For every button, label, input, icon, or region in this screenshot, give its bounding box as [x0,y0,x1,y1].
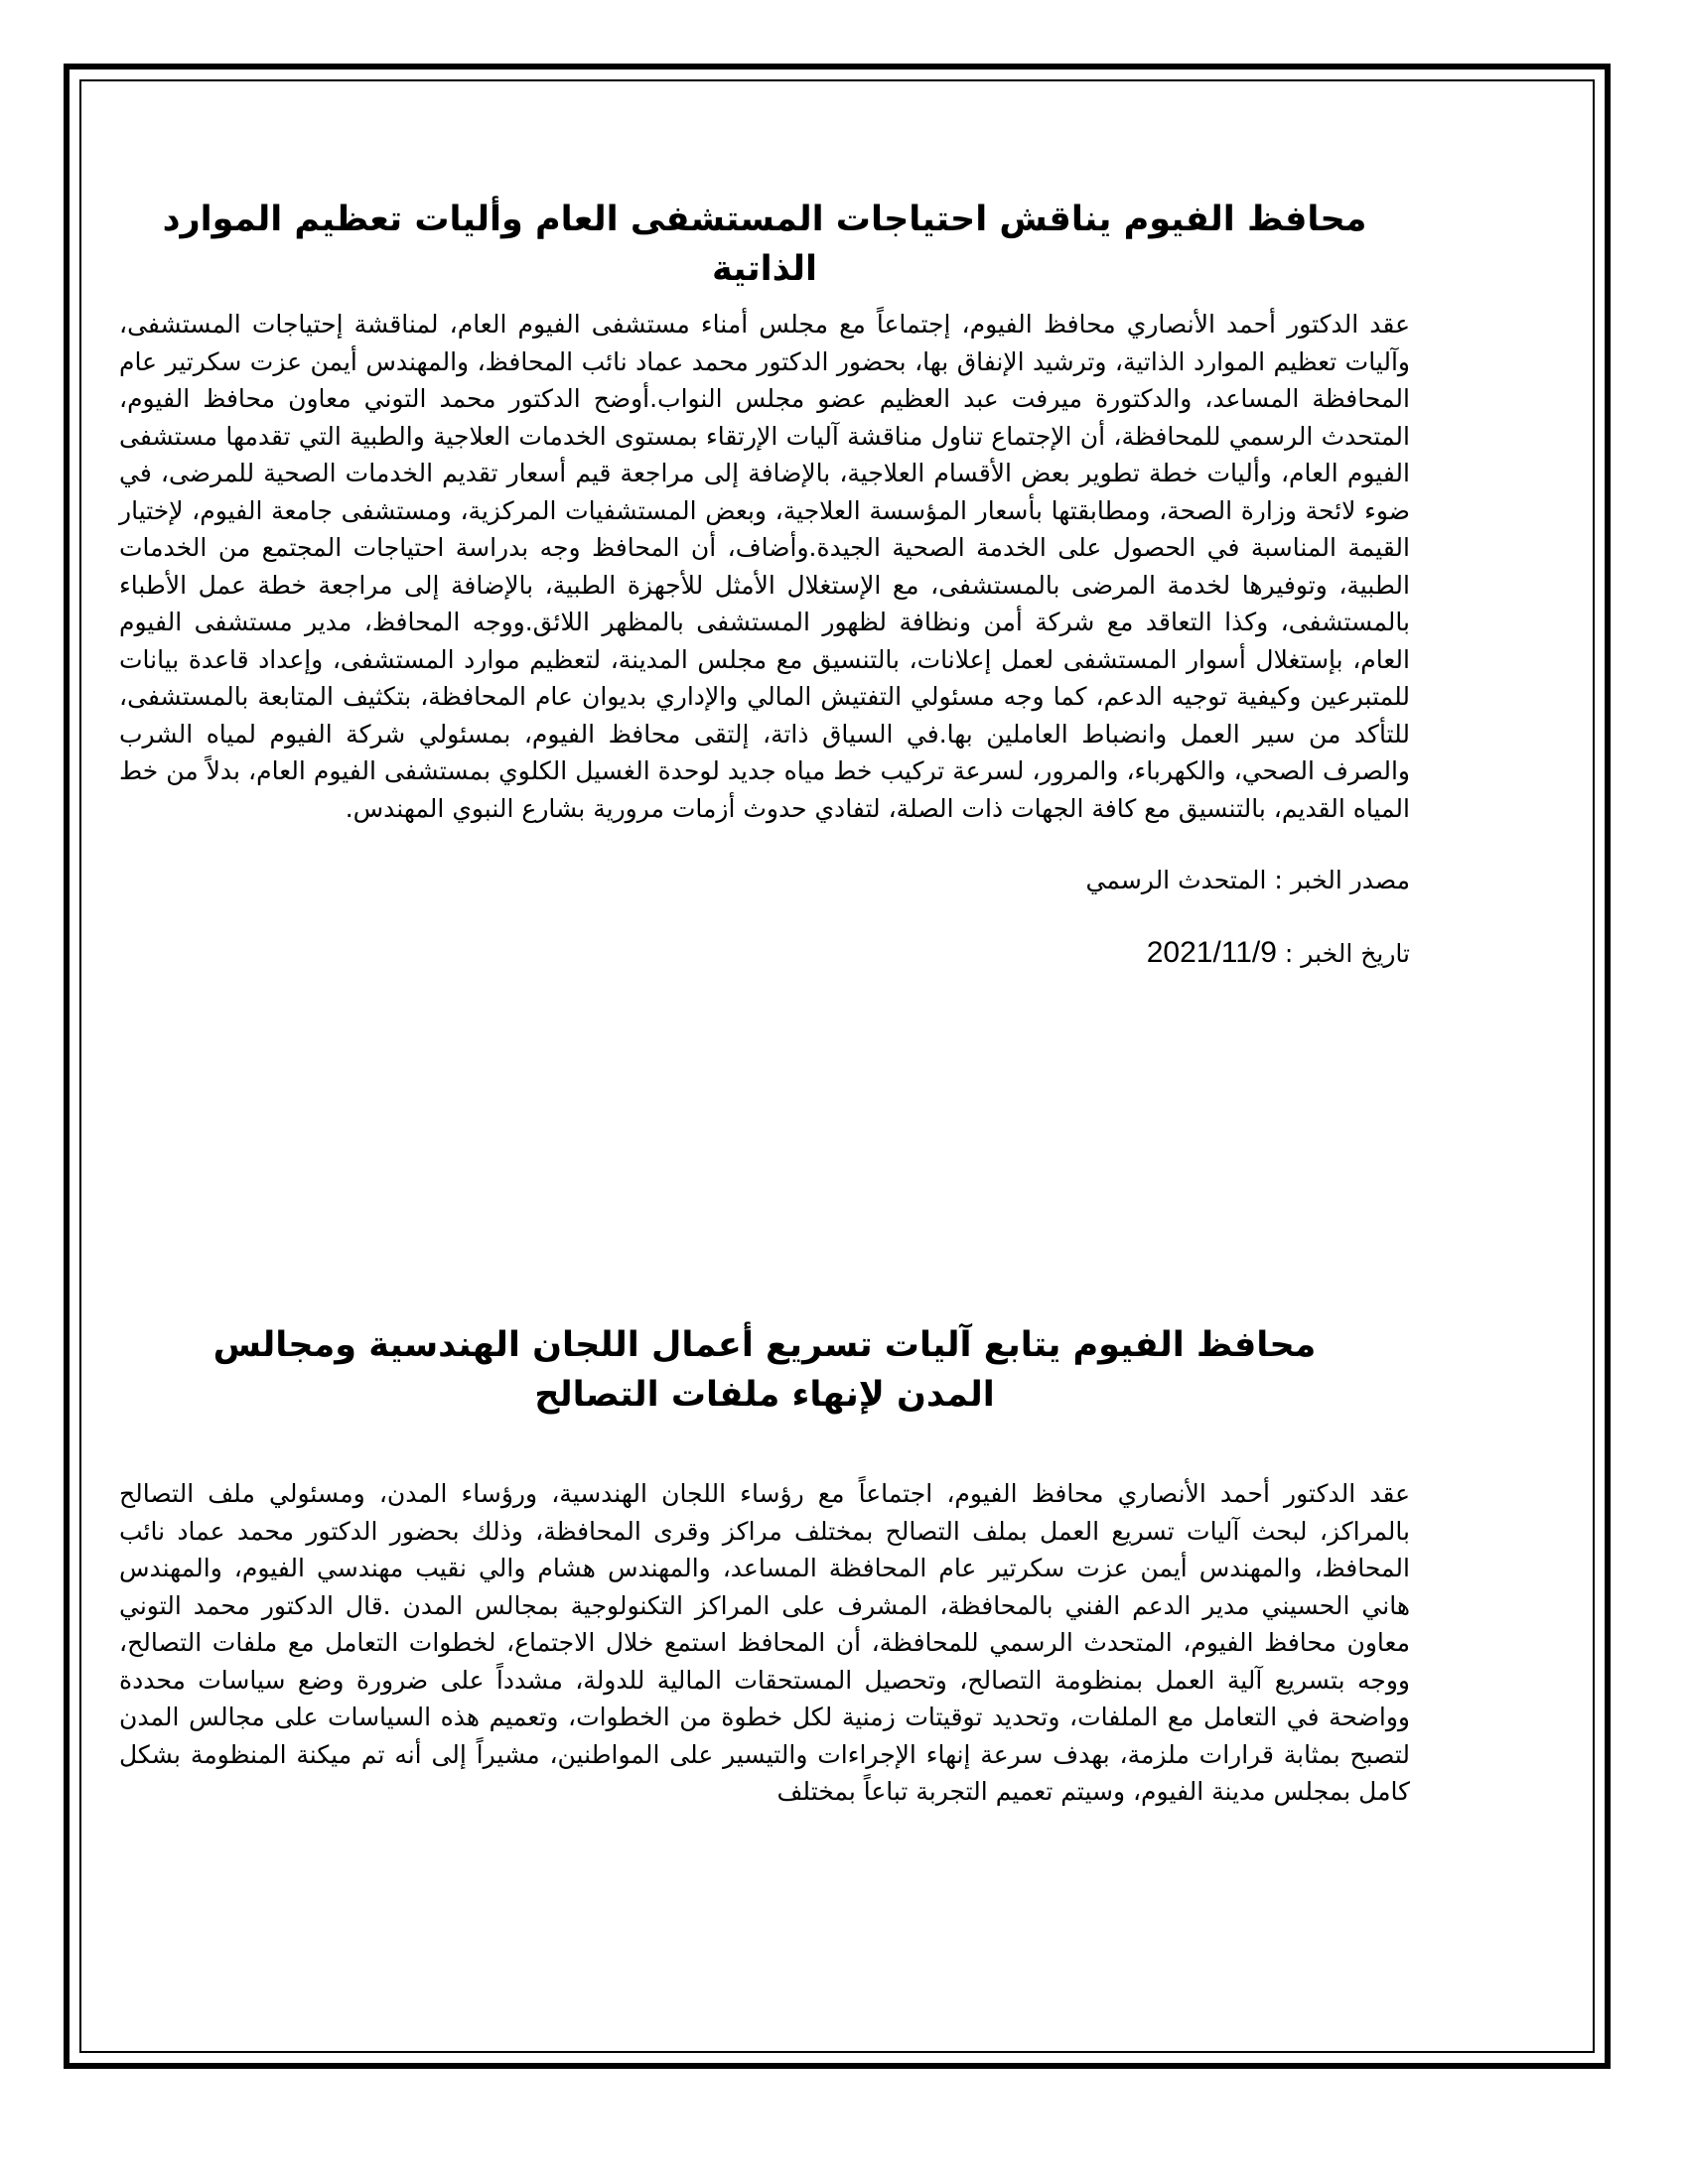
article-1-date-label: تاريخ الخبر : [1276,939,1410,968]
article-1-source: مصدر الخبر : المتحدث الرسمي [1085,866,1410,894]
article-1-date-value: 2021/11/9 [1146,936,1277,969]
article-2-body: عقد الدكتور أحمد الأنصاري محافظ الفيوم، اجتماعاً مع رؤساء اللجان الهندسية، ورؤساء المدن، ومسئولي ملف التصالح بالمراكز، لبحث آليات تسريع العمل بملف التصالح بمختلف مراكز وقرى المحافظة، وذلك بحضور الدكتور محمد عماد نائب المحافظ، والمهندس أيمن عزت سكرتير عام المحافظة المساعد، والمهندس هشام والي نقيب مهندسي الفيوم، والمهندس هاني الحسيني مدير الدعم الفني بالمحافظة، المشرف على المراكز التكنولوجية بمجالس المدن .قال الدكتور محمد التوني معاون محافظ الفيوم، المتحدث الرسمي للمحافظة، أن المحافظ استمع خلال الاجتماع، لخطوات التعامل مع ملفات التصالح، ووجه بتسريع آلية العمل بمنظومة التصالح، وتحصيل المستحقات المالية للدولة، مشدداً على ضرورة وضع سياسات محددة وواضحة في التعامل مع الملفات، وتحديد توقيتات زمنية لكل خطوة من الخطوات، وتعميم هذه السياسات على مجالس المدن لتصبح بمثابة قرارات ملزمة، بهدف سرعة إنهاء الإجراءات والتيسير على المواطنين، مشيراً إلى أنه تم ميكنة المنظومة بشكل كامل بمجلس مدينة الفيوم، وسيتم تعميم التجربة تباعاً بمختلف [119,1479,1410,1806]
article-1-body: عقد الدكتور أحمد الأنصاري محافظ الفيوم، إجتماعاً مع مجلس أمناء مستشفى الفيوم العام، لمناقشة إحتياجات المستشفى، وآليات تعظيم الموارد الذاتية، وترشيد الإنفاق بها، بحضور الدكتور محمد عماد نائب المحافظ، والمهندس أيمن عزت سكرتير عام المحافظة المساعد، والدكتورة ميرفت عبد العظيم عضو مجلس النواب.أوضح الدكتور محمد التوني معاون محافظ الفيوم، المتحدث الرسمي للمحافظة، أن الإجتماع تناول مناقشة آليات الإرتقاء بمستوى الخدمات العلاجية والطبية التي تقدمها مستشفى الفيوم العام، وأليات خطة تطوير بعض الأقسام العلاجية، بالإضافة إلى مراجعة قيم أسعار تقديم الخدمات الصحية للمرضى، في ضوء لائحة وزارة الصحة، ومطابقتها بأسعار المؤسسة العلاجية، وبعض المستشفيات المركزية، ومستشفى جامعة الفيوم، لإختيار القيمة المناسبة في الحصول على الخدمة الصحية الجيدة.وأضاف، أن المحافظ وجه بدراسة احتياجات المجتمع من الخدمات الطبية، وتوفيرها لخدمة المرضى بالمستشفى، مع الإستغلال الأمثل للأجهزة الطبية، بالإضافة إلى مراجعة خطة عمل الأطباء بالمستشفى، وكذا التعاقد مع شركة أمن ونظافة لظهور المستشفى بالمظهر اللائق.ووجه المحافظ، مدير مستشفى الفيوم العام، بإستغلال أسوار المستشفى لعمل إعلانات، بالتنسيق مع مجلس المدينة، لتعظيم موارد المستشفى، وإعداد قاعدة بيانات للمتبرعين وكيفية توجيه الدعم، كما وجه مسئولي التفتيش المالي والإداري بديوان عام المحافظة، بتكثيف المتابعة بالمستشفى، للتأكد من سير العمل وانضباط العاملين بها.في السياق ذاتة، إلتقى محافظ الفيوم، بمسئولي شركة الفيوم لمياه الشرب والصرف الصحي، والكهرباء، والمرور، لسرعة تركيب خط مياه جديد لوحدة الغسيل الكلوي بمستشفى الفيوم العام، بدلاً من خط المياه القديم، بالتنسيق مع كافة الجهات ذات الصلة، لتفادي حدوث أزمات مرورية بشارع النبوي المهندس. [119,310,1410,823]
article-1-date [119,934,1410,972]
article-1-title: محافظ الفيوم يناقش احتياجات المستشفى العام وأليات تعظيم الموارد الذاتية [162,200,1367,289]
article-2-title: محافظ الفيوم يتابع آليات تسريع أعمال اللجان الهندسية ومجالس المدن لإنهاء ملفات التصالح [212,1325,1317,1415]
article-2 [119,1320,1410,1811]
article-1 [119,195,1410,972]
